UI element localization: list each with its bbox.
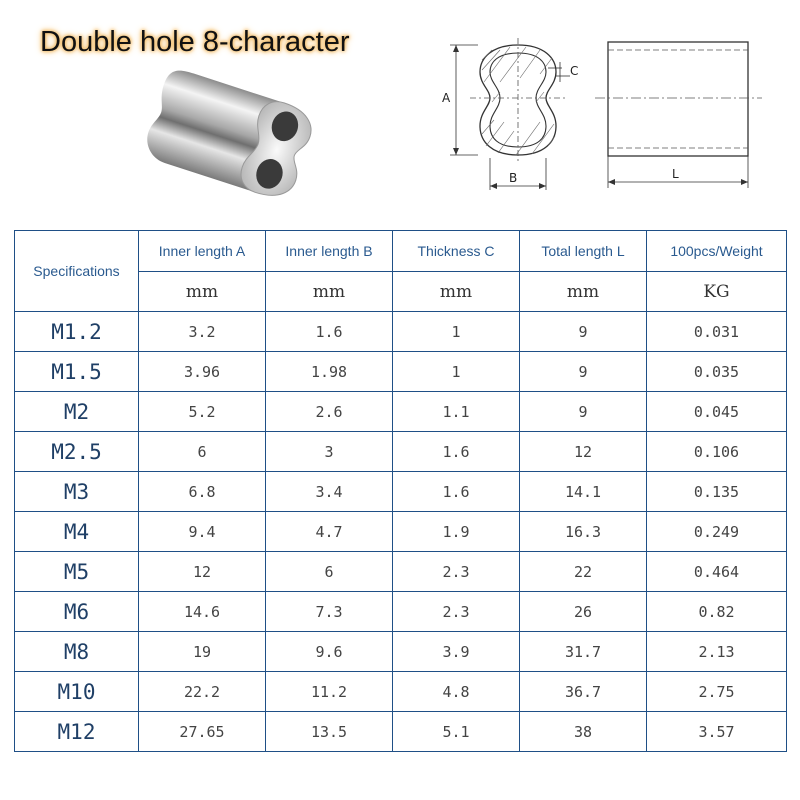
inner-length-a-cell: 27.65	[139, 712, 266, 752]
table-row	[15, 592, 787, 632]
total-length-l-cell: 14.1	[520, 472, 647, 512]
table-row	[15, 392, 787, 432]
inner-length-b-cell: 3	[266, 432, 393, 472]
column-header: Thickness C	[393, 231, 520, 272]
thickness-c-cell: 1.6	[393, 432, 520, 472]
side-view-drawing	[595, 42, 762, 188]
dimension-diagram	[430, 30, 790, 200]
label-l: L	[672, 167, 679, 181]
model-cell: M4	[15, 512, 139, 552]
column-unit: mm	[139, 272, 266, 312]
thickness-c-cell: 2.3	[393, 592, 520, 632]
weight-cell: 0.045	[647, 392, 787, 432]
thickness-c-cell: 1.6	[393, 472, 520, 512]
total-length-l-cell: 22	[520, 552, 647, 592]
total-length-l-cell: 36.7	[520, 672, 647, 712]
product-photo	[120, 70, 345, 205]
table-row	[15, 552, 787, 592]
weight-cell: 0.249	[647, 512, 787, 552]
thickness-c-cell: 1	[393, 352, 520, 392]
column-header: Inner length B	[266, 231, 393, 272]
column-header: Inner length A	[139, 231, 266, 272]
inner-length-a-cell: 5.2	[139, 392, 266, 432]
inner-length-b-cell: 2.6	[266, 392, 393, 432]
inner-length-a-cell: 3.2	[139, 312, 266, 352]
inner-length-b-cell: 1.98	[266, 352, 393, 392]
table-row	[15, 512, 787, 552]
inner-length-b-cell: 3.4	[266, 472, 393, 512]
inner-length-b-cell: 11.2	[266, 672, 393, 712]
total-length-l-cell: 9	[520, 352, 647, 392]
total-length-l-cell: 26	[520, 592, 647, 632]
total-length-l-cell: 38	[520, 712, 647, 752]
model-cell: M8	[15, 632, 139, 672]
total-length-l-cell: 9	[520, 392, 647, 432]
weight-cell: 3.57	[647, 712, 787, 752]
label-b: B	[509, 171, 518, 185]
total-length-l-cell: 16.3	[520, 512, 647, 552]
inner-length-b-cell: 6	[266, 552, 393, 592]
thickness-c-cell: 3.9	[393, 632, 520, 672]
inner-length-a-cell: 12	[139, 552, 266, 592]
inner-length-a-cell: 22.2	[139, 672, 266, 712]
cross-section-drawing	[442, 38, 578, 190]
model-cell: M1.2	[15, 312, 139, 352]
inner-length-a-cell: 6.8	[139, 472, 266, 512]
model-cell: M2	[15, 392, 139, 432]
total-length-l-cell: 12	[520, 432, 647, 472]
model-cell: M12	[15, 712, 139, 752]
table-header-row	[15, 231, 787, 272]
inner-length-b-cell: 1.6	[266, 312, 393, 352]
weight-cell: 0.464	[647, 552, 787, 592]
table-row	[15, 712, 787, 752]
column-unit: mm	[520, 272, 647, 312]
table-row	[15, 472, 787, 512]
thickness-c-cell: 2.3	[393, 552, 520, 592]
weight-cell: 0.031	[647, 312, 787, 352]
thickness-c-cell: 1.9	[393, 512, 520, 552]
column-unit: mm	[393, 272, 520, 312]
thickness-c-cell: 4.8	[393, 672, 520, 712]
inner-length-a-cell: 19	[139, 632, 266, 672]
weight-cell: 0.035	[647, 352, 787, 392]
inner-length-b-cell: 9.6	[266, 632, 393, 672]
inner-length-a-cell: 9.4	[139, 512, 266, 552]
thickness-c-cell: 1	[393, 312, 520, 352]
weight-cell: 2.13	[647, 632, 787, 672]
thickness-c-cell: 1.1	[393, 392, 520, 432]
label-a: A	[442, 91, 451, 105]
page-title: Double hole 8-character	[40, 26, 350, 58]
inner-length-b-cell: 7.3	[266, 592, 393, 632]
inner-length-b-cell: 4.7	[266, 512, 393, 552]
column-unit: KG	[647, 272, 787, 312]
column-unit: mm	[266, 272, 393, 312]
inner-length-a-cell: 6	[139, 432, 266, 472]
thickness-c-cell: 5.1	[393, 712, 520, 752]
inner-length-a-cell: 3.96	[139, 352, 266, 392]
model-cell: M2.5	[15, 432, 139, 472]
table-row	[15, 352, 787, 392]
total-length-l-cell: 31.7	[520, 632, 647, 672]
specifications-header: Specifications	[15, 231, 139, 312]
specification-table	[14, 230, 787, 752]
weight-cell: 0.82	[647, 592, 787, 632]
model-cell: M6	[15, 592, 139, 632]
column-header: Total length L	[520, 231, 647, 272]
table-row	[15, 432, 787, 472]
table-row	[15, 312, 787, 352]
model-cell: M10	[15, 672, 139, 712]
model-cell: M3	[15, 472, 139, 512]
column-header: 100pcs/Weight	[647, 231, 787, 272]
total-length-l-cell: 9	[520, 312, 647, 352]
weight-cell: 0.106	[647, 432, 787, 472]
table-row	[15, 632, 787, 672]
inner-length-a-cell: 14.6	[139, 592, 266, 632]
model-cell: M1.5	[15, 352, 139, 392]
table-row	[15, 672, 787, 712]
weight-cell: 2.75	[647, 672, 787, 712]
weight-cell: 0.135	[647, 472, 787, 512]
inner-length-b-cell: 13.5	[266, 712, 393, 752]
label-c: C	[570, 64, 579, 78]
model-cell: M5	[15, 552, 139, 592]
